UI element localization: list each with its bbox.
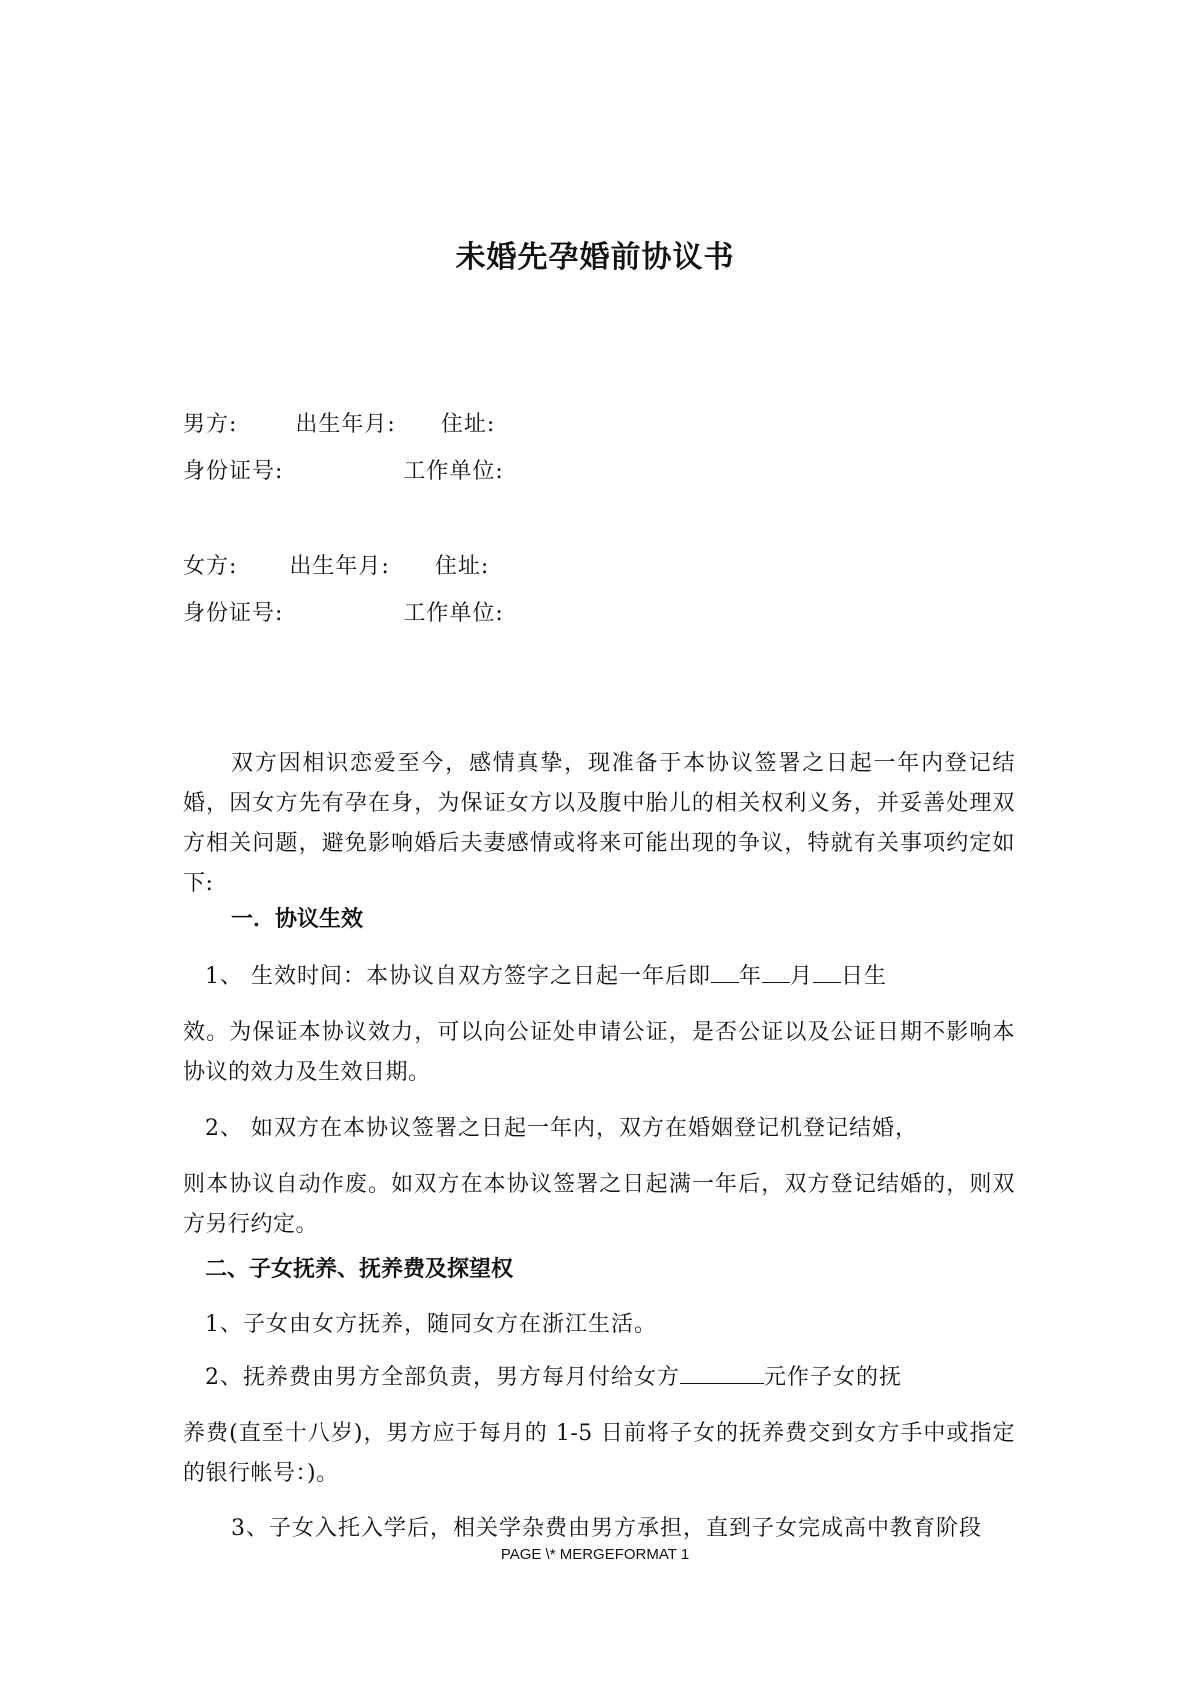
year-label: 年	[739, 964, 763, 989]
section-1-item-2-head: 2、 如双方在本协议签署之日起一年内，双方在婚姻登记机登记结婚，	[205, 1116, 918, 1141]
month-blank	[762, 982, 790, 983]
male-birth-label: 出生年月:	[295, 412, 396, 437]
intro-paragraph: 双方因相识恋爱至今，感情真挚，现准备于本协议签署之日起一年内登记结婚，因女方先有孕在身，为保证女方以及腹中胎儿的相关权利义务，并妥善处理双方相关问题，避免影响婚后夫妻感情或将来可能出现的争议，特就有关事项约定如下:	[183, 751, 1015, 896]
female-birth-label: 出生年月:	[289, 554, 390, 579]
section-1-item-1-head	[205, 962, 887, 992]
day-label: 日生	[841, 964, 888, 989]
male-id-label: 身份证号:	[183, 459, 284, 484]
year-blank	[711, 982, 739, 983]
section-2-item-2-head	[205, 1363, 902, 1393]
female-id-label: 身份证号:	[183, 601, 284, 626]
male-address-label: 住址:	[440, 412, 496, 437]
male-info-line	[183, 410, 495, 440]
section-1-item-1-cont: 效。为保证本协议效力，可以向公证处申请公证，是否公证以及公证日期不影响本协议的效力及生效日期。	[183, 1020, 1015, 1085]
female-work-label: 工作单位:	[403, 601, 504, 626]
female-id-line	[183, 599, 504, 629]
document-title: 未婚先孕婚前协议书	[455, 240, 735, 275]
section-2-item-1: 1、子女由女方抚养，随同女方在浙江生活。	[205, 1312, 657, 1337]
female-address-label: 住址:	[434, 554, 490, 579]
female-party-label: 女方:	[183, 554, 238, 579]
male-party-label: 男方:	[183, 412, 238, 437]
page-footer: PAGE \* MERGEFORMAT 1	[500, 1546, 690, 1563]
day-blank	[813, 982, 841, 983]
female-info-line	[183, 552, 489, 582]
section-1-item-1-text: 1、 生效时间：本协议自双方签字之日起一年后即	[205, 964, 711, 989]
amount-blank	[680, 1383, 764, 1384]
section-2-item-2-text: 2、抚养费由男方全部负责，男方每月付给女方	[205, 1365, 680, 1390]
male-id-line	[183, 457, 504, 487]
section-2-heading: 二、子女抚养、抚养费及探望权	[205, 1256, 514, 1282]
section-2-item-3: 3、子女入托入学后，相关学杂费由男方承担，直到子女完成高中教育阶段	[231, 1516, 982, 1541]
section-1-item-2-cont: 则本协议自动作废。如双方在本协议签署之日起满一年后，双方登记结婚的，则双方另行约定。	[183, 1172, 1015, 1237]
section-2-item-2-cont: 养费(直至十八岁)，男方应于每月的 1-5 日前将子女的抚养费交到女方手中或指定的银行帐号：)。	[183, 1421, 1015, 1486]
section-1-heading: 一．协议生效	[231, 906, 364, 932]
month-label: 月	[790, 964, 814, 989]
section-2-item-2-tail: 元作子女的抚	[764, 1365, 903, 1390]
male-work-label: 工作单位:	[403, 459, 504, 484]
